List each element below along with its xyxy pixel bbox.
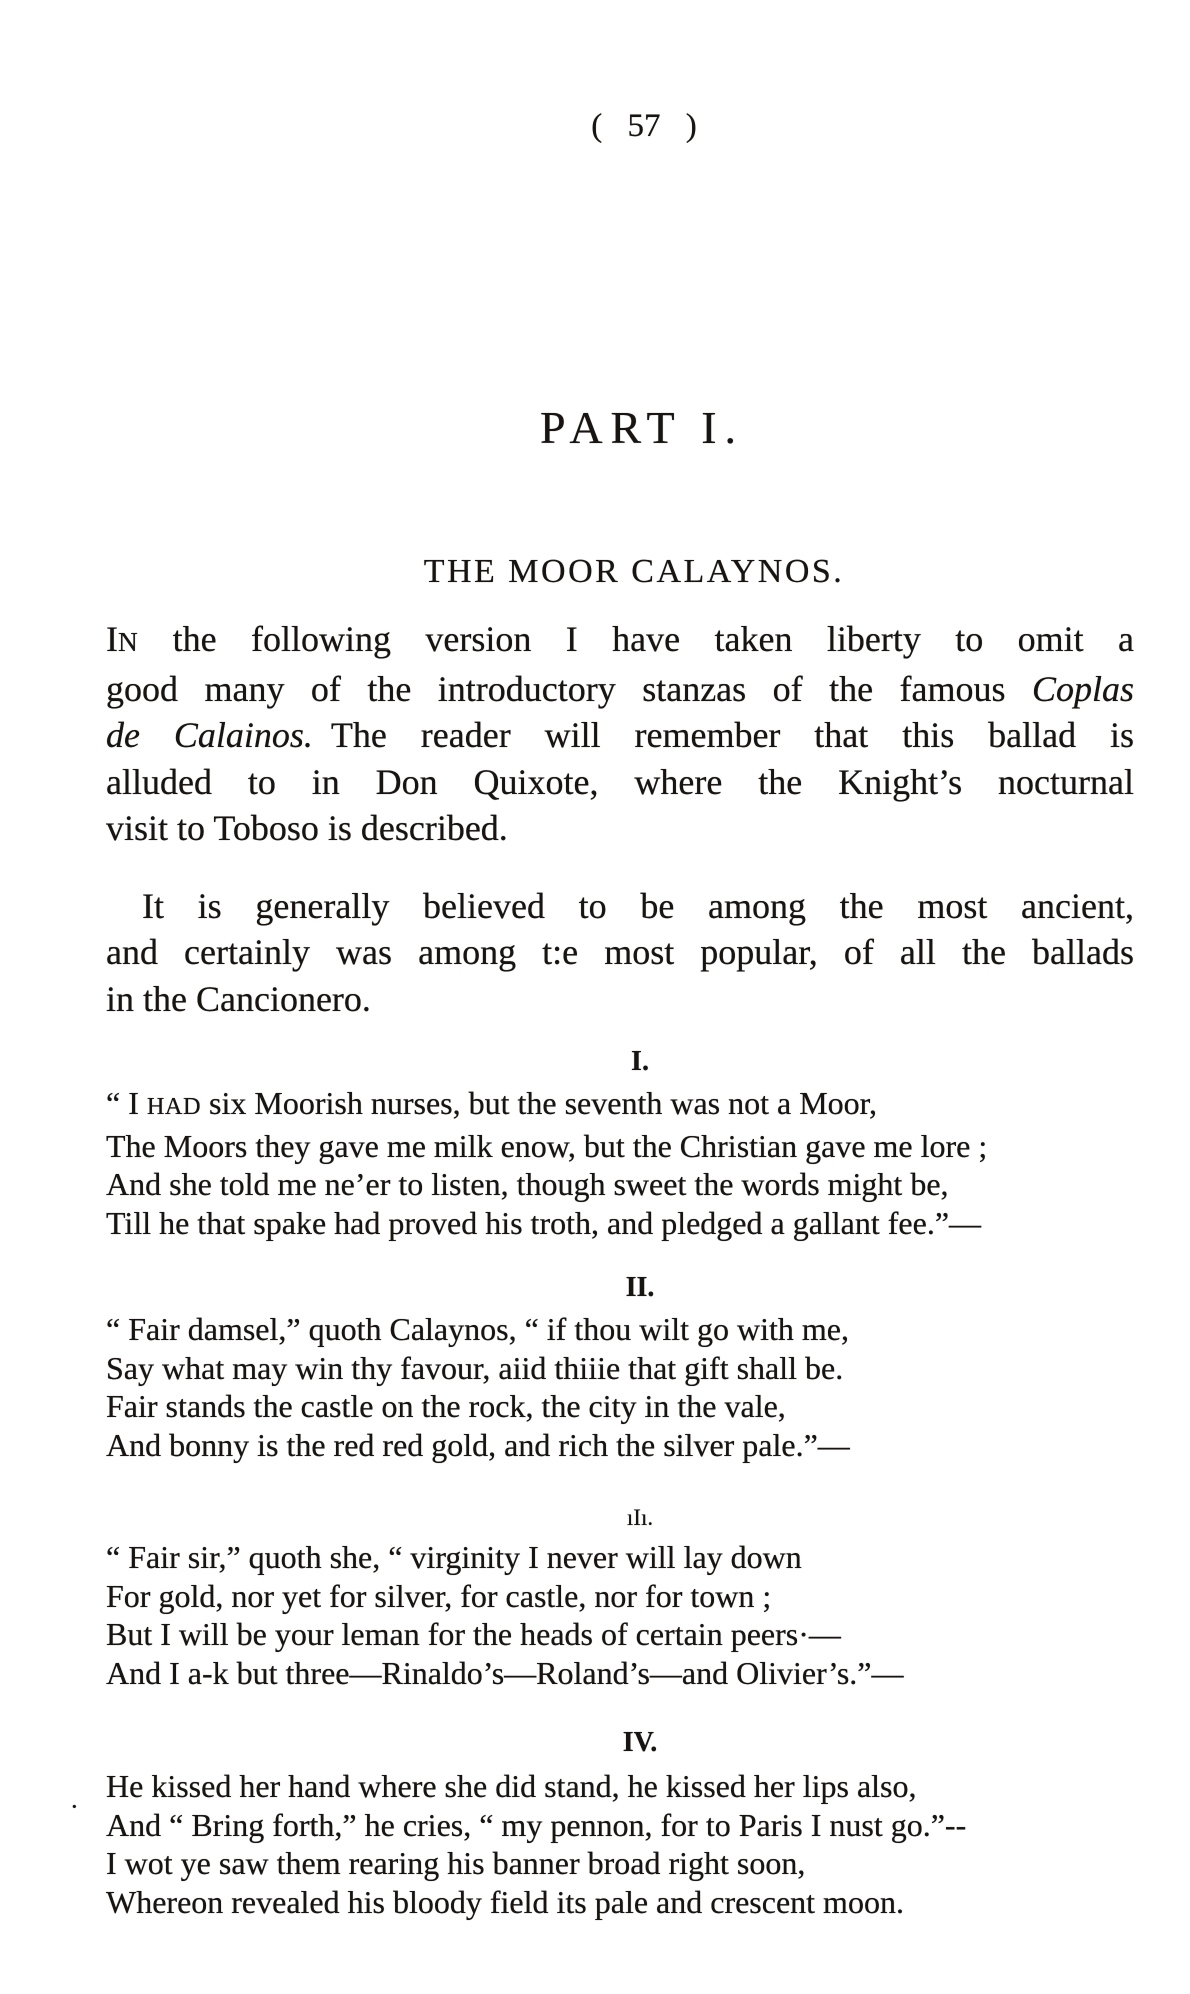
intro-line: It is generally believed to be among the most ancient, (142, 885, 1134, 926)
stanza-4 (106, 1767, 1134, 1921)
poem-line-rest: six Moorish nurses, but the seventh was not a Moor, (201, 1085, 878, 1121)
poem-line: And she told me ne’er to listen, though sweet the words might be, (106, 1166, 949, 1202)
intro-line: alluded to in Don Quixote, where the Knight’s nocturnal (106, 761, 1134, 802)
poem-line: “ Fair damsel,” quoth Calaynos, “ if thou wilt go with me, (106, 1311, 849, 1347)
intro-line (106, 666, 1134, 713)
small-caps-text: HAD (146, 1093, 202, 1120)
intro-line-text: The reader will remember that this ballad is (312, 715, 1134, 755)
poem-line: Fair stands the castle on the rock, the city in the vale, (106, 1388, 786, 1424)
poem-line: Till he that spake had proved his troth, and pledged a gallant fee.”— (106, 1204, 982, 1241)
poem-line: The Moors they gave me milk enow, but the Christian gave me lore ; (106, 1127, 988, 1164)
intro-line (106, 616, 1134, 666)
intro-line-lead: I (106, 619, 118, 659)
poem-line (106, 1084, 1134, 1127)
intro-paragraph-1 (106, 616, 1134, 852)
stanza-3 (106, 1538, 1134, 1692)
poem-line: Whereon revealed his bloody field its pale and crescent moon. (106, 1883, 904, 1920)
intro-line: in the Cancionero. (106, 978, 371, 1019)
poem-line: But I will be your leman for the heads of certain peers·— (106, 1616, 841, 1652)
intro-line-rest: the following version I have taken liberty to omit a (138, 619, 1134, 659)
poem-line: I wot ye saw them rearing his banner broad right soon, (106, 1845, 806, 1881)
stanza-number-4: IV. (622, 1727, 658, 1758)
italic-text: de Calainos. (106, 715, 313, 755)
intro-paragraph-2 (106, 883, 1134, 1023)
ballad-title: THE MOOR CALAYNOS. (423, 553, 845, 590)
intro-line: visit to Toboso is described. (106, 808, 508, 848)
stanza-number-2: II. (625, 1272, 655, 1303)
stanza-1 (106, 1084, 1134, 1242)
poem-line: Say what may win thy favour, aiid thiiie that gift shall be. (106, 1349, 844, 1386)
italic-text: Coplas (1031, 668, 1134, 709)
intro-line: and certainly was among t:e most popular, of all the ballads (106, 932, 1134, 972)
poem-line: And “ Bring forth,” he cries, “ my pennon, for to Paris I nust go.”-- (106, 1806, 967, 1843)
poem-line: For gold, nor yet for silver, for castle, nor for town ; (106, 1577, 772, 1614)
part-heading: PART I. (539, 402, 745, 453)
intro-line-text: good many of the introductory stanzas of the famous (106, 668, 1032, 709)
poem-line: He kissed her hand where she did stand, he kissed her lips also, (106, 1768, 917, 1804)
stanza-number-1: I. (631, 1046, 649, 1077)
poem-line-lead: “ I (106, 1085, 147, 1121)
margin-speck: · (70, 1792, 79, 1821)
small-caps-text: N (118, 627, 139, 657)
poem-line: And I a-k but three—Rinaldo’s—Roland’s—and Olivier’s.”— (106, 1654, 904, 1691)
poem-line: “ Fair sir,” quoth she, “ virginity I never will lay down (106, 1539, 802, 1575)
poem-line: And bonny is the red red gold, and rich the silver pale.”— (106, 1426, 850, 1463)
stanza-number-3: ıIı. (626, 1505, 654, 1530)
stanza-2 (106, 1310, 1134, 1464)
page-number: ( 57 ) (591, 108, 697, 144)
intro-line (106, 712, 1134, 759)
